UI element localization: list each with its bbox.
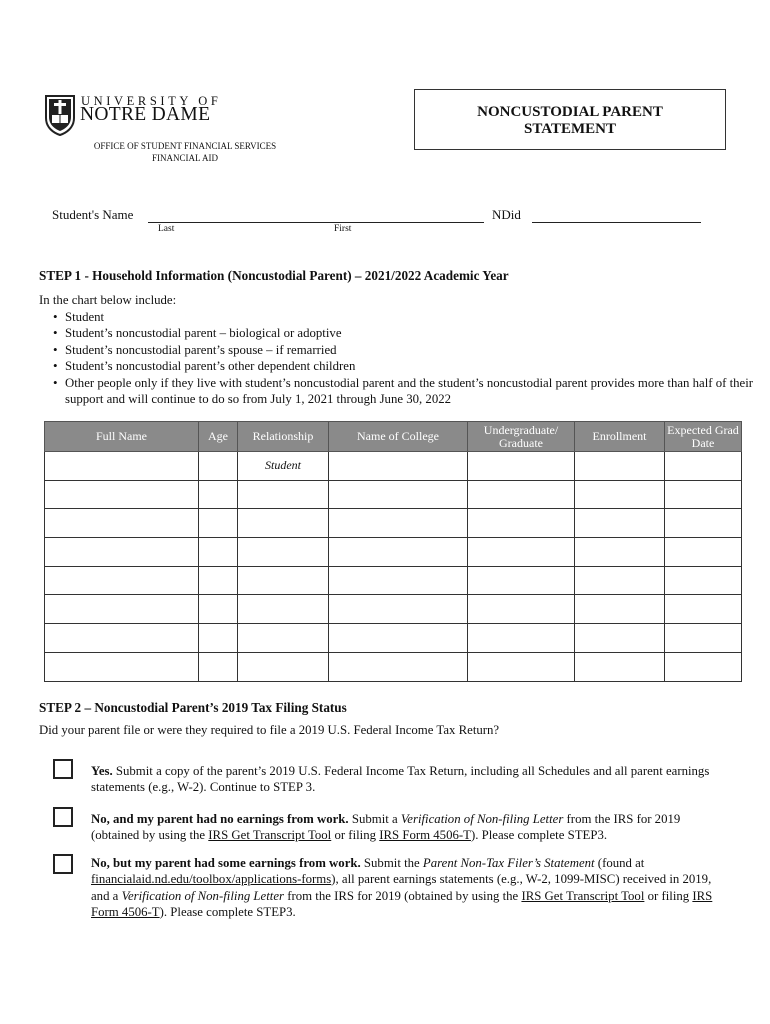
cell-relationship[interactable] bbox=[238, 538, 329, 567]
option-some-earnings bbox=[91, 855, 731, 920]
some-earnings-checkbox[interactable] bbox=[53, 854, 73, 874]
option-text: from the IRS for 2019 (obtained by using the bbox=[284, 888, 522, 903]
cell-enrollment[interactable] bbox=[575, 624, 665, 653]
step1-bullet-list bbox=[39, 309, 755, 408]
option-text: ). Please complete STEP3. bbox=[470, 828, 608, 843]
first-name-caption: First bbox=[334, 224, 352, 234]
option-yes bbox=[91, 763, 731, 796]
cell-age[interactable] bbox=[199, 566, 238, 595]
cell-college[interactable] bbox=[329, 480, 468, 509]
cell-undergrad-grad[interactable] bbox=[468, 595, 575, 624]
option-text: Submit a bbox=[348, 812, 401, 826]
table-row bbox=[45, 595, 742, 624]
option-text: ), all parent earnings statements (e.g., W-2, 1099-MISC) received in 2019, and a bbox=[91, 872, 712, 903]
cell-full-name[interactable] bbox=[45, 538, 199, 567]
col-relationship: Relationship bbox=[238, 422, 329, 452]
ndid-label: NDid bbox=[492, 207, 521, 222]
bullet-item: • Student’s noncustodial parent’s other dependent children bbox=[65, 358, 755, 375]
option-text: or filing bbox=[644, 888, 693, 903]
cell-age[interactable] bbox=[199, 509, 238, 538]
form-title-line2: STATEMENT bbox=[524, 121, 616, 137]
cell-undergrad-grad[interactable] bbox=[468, 538, 575, 567]
cell-undergrad-grad[interactable] bbox=[468, 652, 575, 681]
table-row bbox=[45, 566, 742, 595]
cell-relationship[interactable] bbox=[238, 652, 329, 681]
cell-relationship[interactable] bbox=[238, 595, 329, 624]
bullet-item: • Student bbox=[65, 309, 755, 326]
tax-filing-question: Did your parent file or were they required to file a 2019 U.S. Federal Income Tax Return? bbox=[39, 723, 500, 737]
col-enrollment: Enrollment bbox=[575, 422, 665, 452]
cell-college[interactable] bbox=[329, 624, 468, 653]
cell-college[interactable] bbox=[329, 452, 468, 481]
university-name-line2: NOTRE DAME bbox=[80, 104, 211, 125]
last-name-caption: Last bbox=[158, 224, 175, 234]
option-text: ). Please complete STEP3. bbox=[159, 904, 296, 919]
cell-grad-date[interactable] bbox=[665, 595, 742, 624]
bullet-item: • Student’s noncustodial parent’s spouse – if remarried bbox=[65, 342, 755, 359]
cell-relationship: Student bbox=[238, 452, 329, 481]
cell-age[interactable] bbox=[199, 538, 238, 567]
cell-age[interactable] bbox=[199, 480, 238, 509]
step1-instructions bbox=[39, 292, 755, 408]
cell-enrollment[interactable] bbox=[575, 595, 665, 624]
ndid-field[interactable] bbox=[532, 222, 701, 223]
option-italic-text: Parent Non-Tax Filer’s Statement bbox=[422, 856, 595, 870]
form-title-box bbox=[414, 89, 726, 150]
option-text: (found at bbox=[594, 856, 645, 870]
irs-transcript-link[interactable]: IRS Get Transcript Tool bbox=[521, 888, 645, 903]
cell-undergrad-grad[interactable] bbox=[468, 509, 575, 538]
col-undergrad-grad: Undergraduate/ Graduate bbox=[468, 422, 575, 452]
col-college: Name of College bbox=[329, 422, 468, 452]
option-italic-text: Verification of Non-filing Letter bbox=[400, 812, 564, 826]
option-text: Submit the bbox=[360, 856, 423, 870]
table-row bbox=[45, 480, 742, 509]
step2-heading: STEP 2 – Noncustodial Parent’s 2019 Tax Filing Status bbox=[39, 700, 347, 715]
table-row bbox=[45, 452, 742, 481]
student-name-label: Student's Name bbox=[52, 207, 134, 222]
cell-full-name[interactable] bbox=[45, 566, 199, 595]
col-expected-grad-date: Expected Grad Date bbox=[665, 422, 742, 452]
no-earnings-checkbox[interactable] bbox=[53, 807, 73, 827]
cell-grad-date[interactable] bbox=[665, 452, 742, 481]
cell-grad-date[interactable] bbox=[665, 538, 742, 567]
table-header-row bbox=[45, 422, 742, 452]
irs-form-4506t-link[interactable]: IRS Form 4506-T bbox=[379, 828, 471, 843]
cell-full-name[interactable] bbox=[45, 652, 199, 681]
cell-enrollment[interactable] bbox=[575, 538, 665, 567]
option-italic-text: Verification of Non-filing Letter bbox=[121, 888, 285, 903]
irs-form-4506t-link[interactable]: IRS Form 4506-T bbox=[91, 888, 713, 919]
cell-full-name[interactable] bbox=[45, 595, 199, 624]
cell-enrollment[interactable] bbox=[575, 480, 665, 509]
cell-undergrad-grad[interactable] bbox=[468, 566, 575, 595]
option-some-earnings-title: No, but my parent had some earnings from work. bbox=[91, 856, 361, 870]
financialaid-forms-link[interactable]: financialaid.nd.edu/toolbox/applications-forms bbox=[91, 872, 332, 887]
cell-enrollment[interactable] bbox=[575, 452, 665, 481]
col-age: Age bbox=[199, 422, 238, 452]
cell-college[interactable] bbox=[329, 509, 468, 538]
university-seal-icon bbox=[44, 94, 76, 136]
cell-relationship[interactable] bbox=[238, 480, 329, 509]
office-line1: OFFICE OF STUDENT FINANCIAL SERVICES bbox=[93, 141, 277, 151]
step1-heading: STEP 1 - Household Information (Noncustodial Parent) – 2021/2022 Academic Year bbox=[39, 268, 509, 283]
form-title-line1: NONCUSTODIAL PARENT bbox=[477, 104, 663, 120]
cell-age[interactable] bbox=[199, 652, 238, 681]
cell-age[interactable] bbox=[199, 624, 238, 653]
cell-undergrad-grad[interactable] bbox=[468, 624, 575, 653]
table-row bbox=[45, 538, 742, 567]
option-yes-title: Yes. bbox=[91, 764, 113, 778]
cell-college[interactable] bbox=[329, 595, 468, 624]
cell-grad-date[interactable] bbox=[665, 652, 742, 681]
option-yes-text: Submit a copy of the parent’s 2019 U.S. Federal Income Tax Return, including all Schedules and all parent earnings statements (e.g., W-2). Continue to STEP 3. bbox=[91, 764, 710, 795]
cell-relationship[interactable] bbox=[238, 509, 329, 538]
step1-intro: In the chart below include: bbox=[39, 293, 177, 307]
office-name bbox=[70, 140, 300, 164]
cell-full-name[interactable] bbox=[45, 452, 199, 481]
col-full-name: Full Name bbox=[45, 422, 199, 452]
cell-college[interactable] bbox=[329, 566, 468, 595]
bullet-item: • Other people only if they live with student’s noncustodial parent and the student’s noncustodial parent provides more than half of their support and will continue to do so from July 1, 2021 through June 30, 2022 bbox=[65, 375, 755, 408]
cell-college[interactable] bbox=[329, 538, 468, 567]
cell-relationship[interactable] bbox=[238, 566, 329, 595]
cell-enrollment[interactable] bbox=[575, 509, 665, 538]
cell-relationship[interactable] bbox=[238, 624, 329, 653]
cell-undergrad-grad[interactable] bbox=[468, 452, 575, 481]
cell-full-name[interactable] bbox=[45, 624, 199, 653]
cell-enrollment[interactable] bbox=[575, 566, 665, 595]
student-name-field[interactable] bbox=[148, 222, 484, 223]
university-name-line1: UNIVERSITY OF bbox=[81, 94, 222, 108]
cell-grad-date[interactable] bbox=[665, 480, 742, 509]
option-text: from the IRS for 2019 (obtained by using the bbox=[91, 812, 681, 843]
office-line2: FINANCIAL AID bbox=[152, 153, 218, 163]
option-no-earnings bbox=[91, 811, 731, 844]
cell-full-name[interactable] bbox=[45, 480, 199, 509]
cell-age[interactable] bbox=[199, 452, 238, 481]
yes-checkbox[interactable] bbox=[53, 759, 73, 779]
cell-full-name[interactable] bbox=[45, 509, 199, 538]
household-table bbox=[44, 421, 742, 682]
option-text: or filing bbox=[331, 828, 380, 843]
cell-undergrad-grad[interactable] bbox=[468, 480, 575, 509]
table-row bbox=[45, 652, 742, 681]
cell-grad-date[interactable] bbox=[665, 566, 742, 595]
table-row bbox=[45, 509, 742, 538]
university-logo bbox=[44, 94, 244, 144]
table-row bbox=[45, 624, 742, 653]
option-no-earnings-title: No, and my parent had no earnings from work. bbox=[91, 812, 349, 826]
bullet-item: • Student’s noncustodial parent – biological or adoptive bbox=[65, 325, 755, 342]
irs-transcript-link[interactable]: IRS Get Transcript Tool bbox=[208, 828, 332, 843]
cell-enrollment[interactable] bbox=[575, 652, 665, 681]
cell-age[interactable] bbox=[199, 595, 238, 624]
cell-college[interactable] bbox=[329, 652, 468, 681]
cell-grad-date[interactable] bbox=[665, 624, 742, 653]
cell-grad-date[interactable] bbox=[665, 509, 742, 538]
